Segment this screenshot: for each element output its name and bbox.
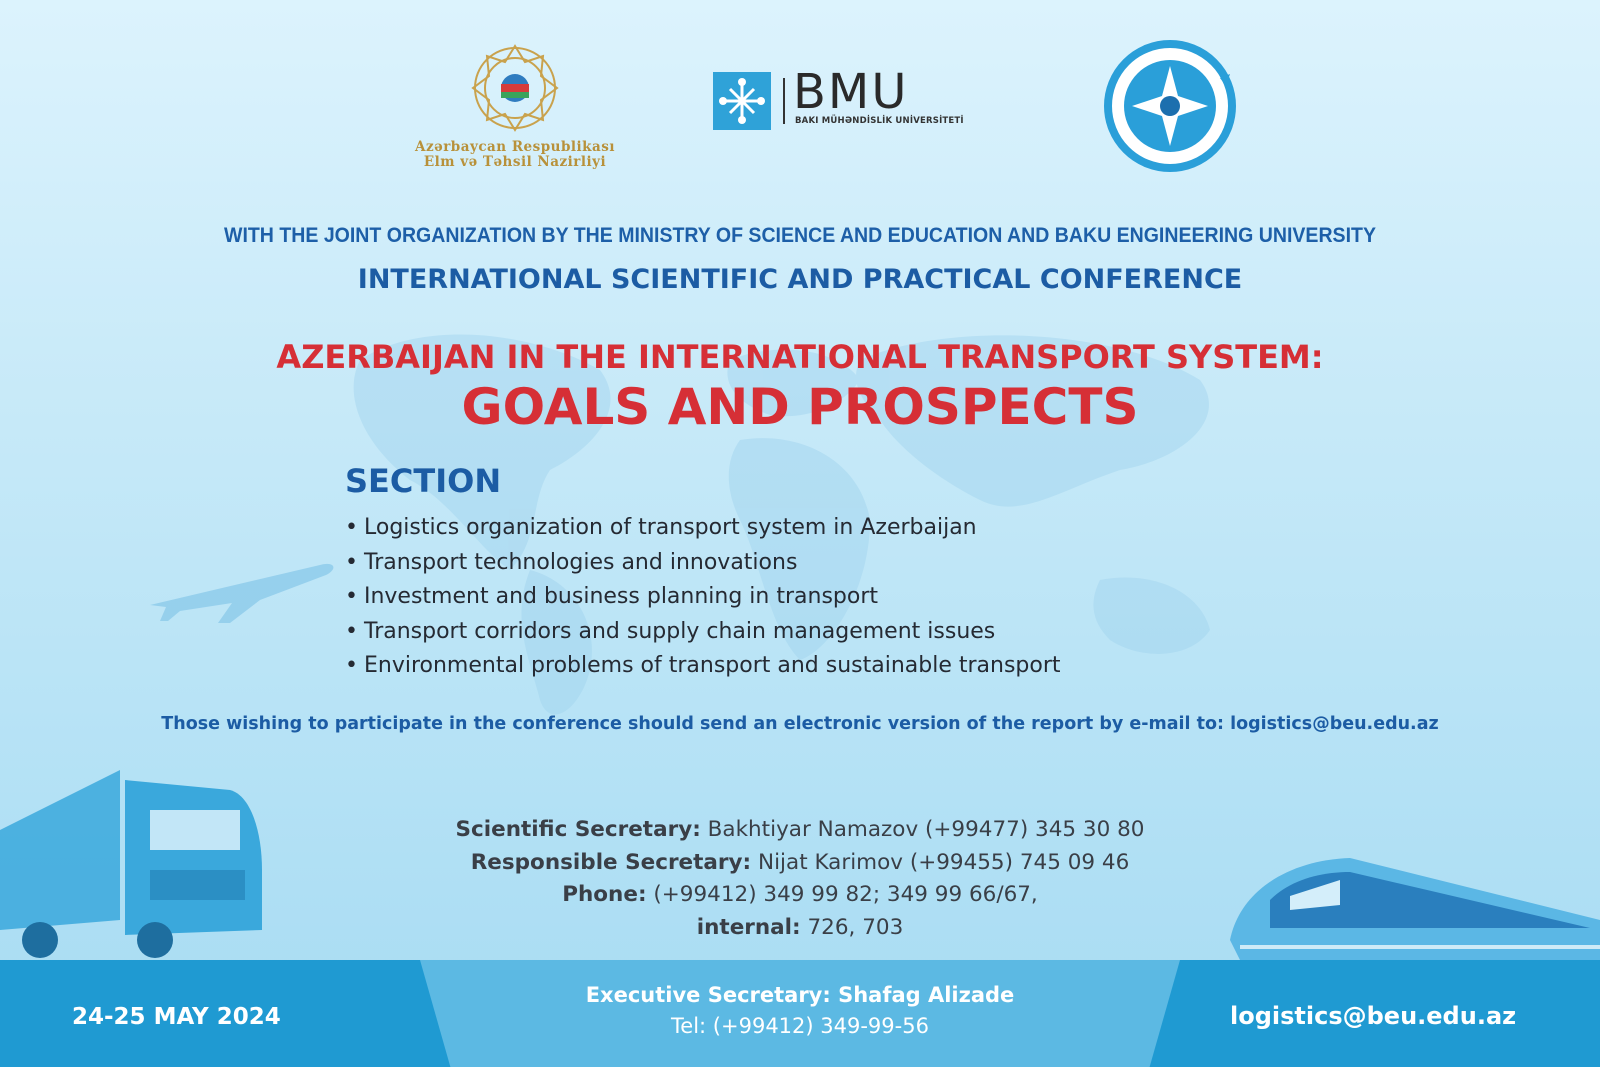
association-seal-icon — [1102, 38, 1238, 174]
scientific-secretary: Scientific Secretary: Bakhtiyar Namazov (+99477) 345 30 80 — [455, 817, 1145, 842]
bmu-divider — [783, 78, 785, 124]
ministry-logo — [395, 40, 635, 170]
conference-dates: 24-25 MAY 2024 — [72, 1004, 281, 1030]
bmu-logo — [713, 64, 973, 132]
bullet-icon: • — [345, 515, 358, 540]
bullet-icon: • — [345, 618, 358, 644]
conference-title-line2: GOALS AND PROSPECTS — [461, 378, 1139, 436]
responsible-secretary: Responsible Secretary: Nijat Karimov (+99455) 745 09 46 — [470, 849, 1130, 875]
ministry-name-line2: Elm və Təhsil Nazirliyi — [423, 154, 607, 170]
contacts-block — [0, 814, 1600, 944]
ministry-name-line1: Azərbaycan Respublikası — [414, 139, 616, 155]
bullet-icon: • — [345, 549, 358, 575]
footer-email: logistics@beu.edu.az — [1230, 1002, 1517, 1030]
bmu-subtitle: BAKI MÜHƏNDİSLİK UNİVERSİTETİ — [795, 116, 964, 126]
section-topic-list — [345, 511, 1061, 684]
airplane-icon — [140, 545, 340, 625]
conference-type: INTERNATIONAL SCIENTIFIC AND PRACTICAL CONFERENCE — [357, 264, 1243, 295]
bmu-emblem-icon — [713, 72, 771, 130]
list-item: • Transport technologies and innovations — [345, 549, 798, 575]
internal-line: internal: 726, 703 — [696, 914, 904, 940]
list-item: • Environmental problems of transport and sustainable transport — [345, 653, 1061, 678]
participation-note: Those wishing to participate in the conference should send an electronic version of the report by e-mail to: logistics@beu.edu.az — [161, 714, 1439, 734]
list-item: • Logistics organization of transport system in Azerbaijan — [345, 515, 977, 540]
executive-secretary-tel: Tel: (+99412) 349-99-56 — [671, 1014, 929, 1038]
list-item: • Investment and business planning in transport — [345, 584, 879, 609]
section-heading: SECTION — [345, 462, 502, 500]
bullet-icon: • — [345, 653, 358, 678]
joint-organization-line: WITH THE JOINT ORGANIZATION BY THE MINISTRY OF SCIENCE AND EDUCATION AND BAKU ENGINEERING UNIVERSITY — [224, 224, 1376, 247]
ministry-emblem-icon — [467, 40, 563, 136]
phone-line: Phone: (+99412) 349 99 82; 349 99 66/67, — [562, 882, 1038, 907]
bullet-icon: • — [345, 584, 358, 609]
conference-title-line1: AZERBAIJAN IN THE INTERNATIONAL TRANSPORT SYSTEM: — [276, 338, 1324, 376]
executive-secretary: Executive Secretary: Shafag Alizade — [585, 983, 1015, 1007]
bmu-wordmark: BMU — [793, 64, 909, 120]
list-item: • Transport corridors and supply chain management issues — [345, 618, 996, 644]
